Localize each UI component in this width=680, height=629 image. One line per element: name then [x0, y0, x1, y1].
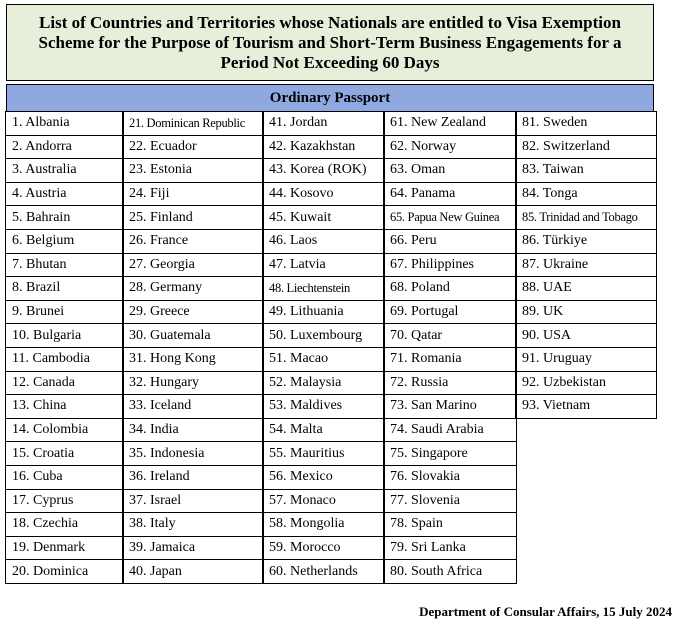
country-cell: 17. Cyprus [5, 489, 124, 514]
country-cell: 6. Belgium [5, 229, 124, 254]
country-cell: 68. Poland [383, 276, 517, 301]
section-header-bar [6, 84, 654, 112]
country-cell: 60. Netherlands [262, 559, 385, 584]
country-cell: 69. Portugal [383, 300, 517, 325]
country-cell: 13. China [5, 394, 124, 419]
country-cell: 40. Japan [122, 559, 264, 584]
country-cell: 16. Cuba [5, 465, 124, 490]
country-cell: 83. Taiwan [515, 158, 657, 183]
document-title: List of Countries and Territories whose Nationals are entitled to Visa Exemption Scheme for the Purpose of Tourism and Short-Term Business Engagements for a Period Not Exceeding 60 Days [38, 12, 622, 72]
country-cell: 74. Saudi Arabia [383, 418, 517, 443]
country-cell: 71. Romania [383, 347, 517, 372]
country-cell: 33. Iceland [122, 394, 264, 419]
country-cell: 44. Kosovo [262, 182, 385, 207]
country-cell: 28. Germany [122, 276, 264, 301]
country-cell: 10. Bulgaria [5, 323, 124, 348]
footer-note: Department of Consular Affairs, 15 July 2024 [419, 604, 672, 619]
country-cell: 1. Albania [5, 111, 124, 136]
country-cell: 92. Uzbekistan [515, 371, 657, 396]
country-cell: 18. Czechia [5, 512, 124, 537]
country-cell: 22. Ecuador [122, 135, 264, 160]
country-cell: 51. Macao [262, 347, 385, 372]
country-cell: 78. Spain [383, 512, 517, 537]
country-cell: 57. Monaco [262, 489, 385, 514]
country-cell: 56. Mexico [262, 465, 385, 490]
country-cell: 38. Italy [122, 512, 264, 537]
country-cell: 84. Tonga [515, 182, 657, 207]
country-cell: 66. Peru [383, 229, 517, 254]
country-cell: 72. Russia [383, 371, 517, 396]
country-cell: 59. Morocco [262, 536, 385, 561]
country-cell: 50. Luxembourg [262, 323, 385, 348]
country-cell: 7. Bhutan [5, 253, 124, 278]
country-cell: 89. UK [515, 300, 657, 325]
country-cell: 54. Malta [262, 418, 385, 443]
country-cell: 73. San Marino [383, 394, 517, 419]
country-cell: 32. Hungary [122, 371, 264, 396]
country-cell: 37. Israel [122, 489, 264, 514]
country-cell: 53. Maldives [262, 394, 385, 419]
section-header: Ordinary Passport [269, 89, 391, 106]
country-cell: 75. Singapore [383, 441, 517, 466]
country-cell: 42. Kazakhstan [262, 135, 385, 160]
country-cell: 24. Fiji [122, 182, 264, 207]
country-cell: 34. India [122, 418, 264, 443]
country-cell: 48. Liechtenstein [262, 276, 385, 301]
country-cell: 21. Dominican Republic [122, 111, 264, 136]
country-cell: 65. Papua New Guinea [383, 205, 517, 230]
country-cell: 11. Cambodia [5, 347, 124, 372]
country-cell: 79. Sri Lanka [383, 536, 517, 561]
country-cell: 91. Uruguay [515, 347, 657, 372]
country-cell: 15. Croatia [5, 441, 124, 466]
country-cell: 80. South Africa [383, 559, 517, 584]
country-cell: 8. Brazil [5, 276, 124, 301]
country-cell: 90. USA [515, 323, 657, 348]
country-cell: 70. Qatar [383, 323, 517, 348]
country-cell: 5. Bahrain [5, 205, 124, 230]
country-cell: 26. France [122, 229, 264, 254]
country-cell: 39. Jamaica [122, 536, 264, 561]
country-cell: 87. Ukraine [515, 253, 657, 278]
country-cell: 93. Vietnam [515, 394, 657, 419]
country-cell: 43. Korea (ROK) [262, 158, 385, 183]
country-cell: 63. Oman [383, 158, 517, 183]
country-cell: 85. Trinidad and Tobago [515, 205, 657, 230]
country-cell: 81. Sweden [515, 111, 657, 136]
country-cell: 19. Denmark [5, 536, 124, 561]
country-cell: 58. Mongolia [262, 512, 385, 537]
country-cell: 12. Canada [5, 371, 124, 396]
country-cell: 76. Slovakia [383, 465, 517, 490]
country-cell: 35. Indonesia [122, 441, 264, 466]
country-cell: 55. Mauritius [262, 441, 385, 466]
country-cell: 61. New Zealand [383, 111, 517, 136]
country-cell: 41. Jordan [262, 111, 385, 136]
country-cell: 4. Austria [5, 182, 124, 207]
country-cell: 47. Latvia [262, 253, 385, 278]
country-cell: 14. Colombia [5, 418, 124, 443]
country-cell: 27. Georgia [122, 253, 264, 278]
country-cell: 46. Laos [262, 229, 385, 254]
country-cell: 52. Malaysia [262, 371, 385, 396]
country-cell: 30. Guatemala [122, 323, 264, 348]
country-cell: 23. Estonia [122, 158, 264, 183]
country-cell: 2. Andorra [5, 135, 124, 160]
country-cell: 86. Türkiye [515, 229, 657, 254]
country-cell: 9. Brunei [5, 300, 124, 325]
country-cell: 20. Dominica [5, 559, 124, 584]
country-cell: 82. Switzerland [515, 135, 657, 160]
country-cell: 64. Panama [383, 182, 517, 207]
country-cell: 31. Hong Kong [122, 347, 264, 372]
country-cell: 36. Ireland [122, 465, 264, 490]
country-cell: 77. Slovenia [383, 489, 517, 514]
country-cell: 62. Norway [383, 135, 517, 160]
country-cell: 3. Australia [5, 158, 124, 183]
country-cell: 25. Finland [122, 205, 264, 230]
country-cell: 45. Kuwait [262, 205, 385, 230]
country-cell: 88. UAE [515, 276, 657, 301]
country-cell: 49. Lithuania [262, 300, 385, 325]
country-cell: 29. Greece [122, 300, 264, 325]
country-cell: 67. Philippines [383, 253, 517, 278]
title-box [6, 4, 654, 81]
